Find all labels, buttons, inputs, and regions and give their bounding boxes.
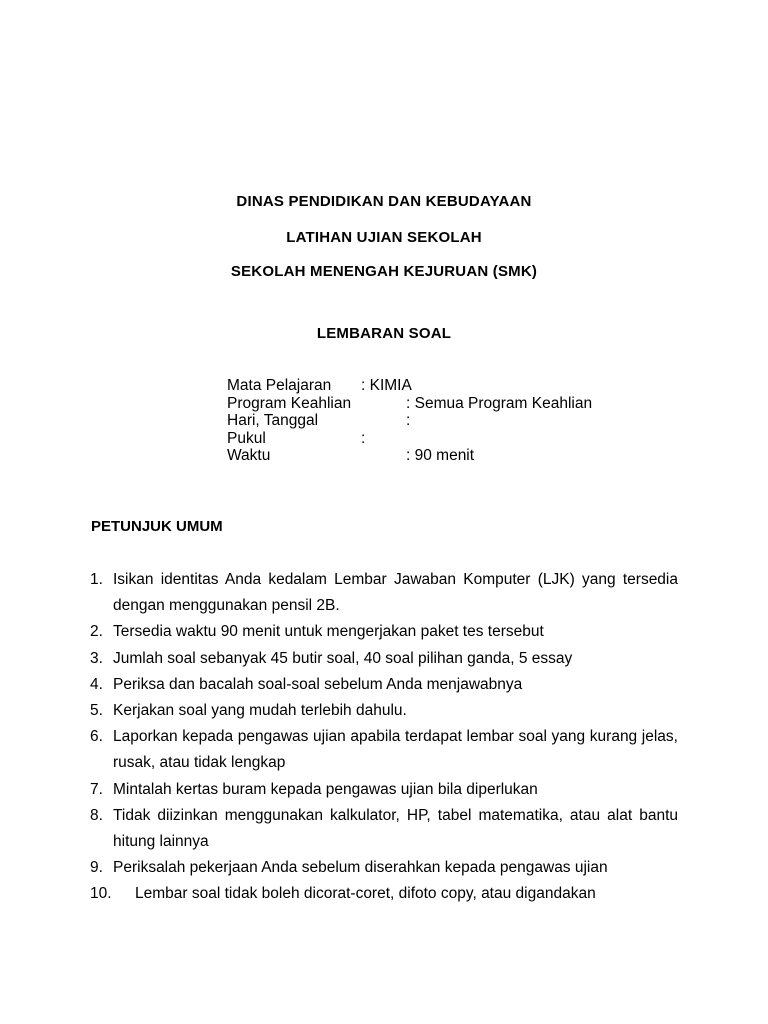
school-title: SEKOLAH MENENGAH KEJURUAN (SMK) [230,263,538,280]
list-item [90,855,678,881]
item-number: 3. [90,649,103,667]
info-label: Pukul [227,429,266,447]
list-item [90,881,678,907]
info-value: : Semua Program Keahlian [406,394,593,412]
item-number: 4. [90,675,103,693]
list-item [90,698,678,724]
list-item [90,672,678,698]
list-item [90,646,678,672]
item-text: Tersedia waktu 90 menit untuk mengerjakan paket tes tersebut [113,623,544,641]
info-label: Program Keahlian [227,394,352,412]
exam-title: LATIHAN UJIAN SEKOLAH [286,229,482,246]
info-value: : 90 menit [406,447,475,464]
sheet-title: LEMBARAN SOAL [316,325,452,342]
item-number: 2. [90,623,103,641]
info-value: : KIMIA [361,377,412,394]
item-text: Periksalah pekerjaan Anda sebelum diserahkan kepada pengawas ujian [113,859,608,877]
instructions-heading: PETUNJUK UMUM [91,518,223,535]
item-text: Periksa dan bacalah soal-soal sebelum Anda menjawabnya [113,675,523,693]
item-number: 1. [90,571,103,588]
info-label: Waktu [227,447,271,464]
info-label: Mata Pelajaran [227,377,332,394]
instructions-list [90,567,678,908]
item-number: 10. [90,885,112,903]
item-text: Lembar soal tidak boleh dicorat-coret, difoto copy, atau digandakan [135,885,596,903]
item-number: 9. [90,859,103,877]
item-text: Kerjakan soal yang mudah terlebih dahulu. [113,702,407,720]
list-item [90,777,678,803]
item-number: 5. [90,702,103,720]
info-label: Hari, Tanggal [227,412,319,429]
item-text: Laporkan kepada pengawas ujian apabila terdapat lembar soal yang kurang jelas, rusak, atau tidak lengkap [113,728,678,772]
agency-title: DINAS PENDIDIKAN DAN KEBUDAYAAN [236,193,532,210]
item-number: 8. [90,806,103,824]
item-text: Tidak diizinkan menggunakan kalkulator, HP, tabel matematika, atau alat bantu hitung lainnya [113,806,678,851]
info-value: : [406,412,411,429]
item-text: Mintalah kertas buram kepada pengawas ujian bila diperlukan [113,780,538,798]
info-value: : [361,429,366,447]
list-item [90,567,678,619]
item-number: 6. [90,728,103,746]
item-text: Jumlah soal sebanyak 45 butir soal, 40 soal pilihan ganda, 5 essay [113,649,573,667]
list-item [90,619,678,645]
list-item [90,803,678,855]
item-number: 7. [90,780,103,798]
list-item [90,724,678,776]
item-text: Isikan identitas Anda kedalam Lembar Jawaban Komputer (LJK) yang tersedia dengan menggunakan pensil 2B. [113,571,678,615]
